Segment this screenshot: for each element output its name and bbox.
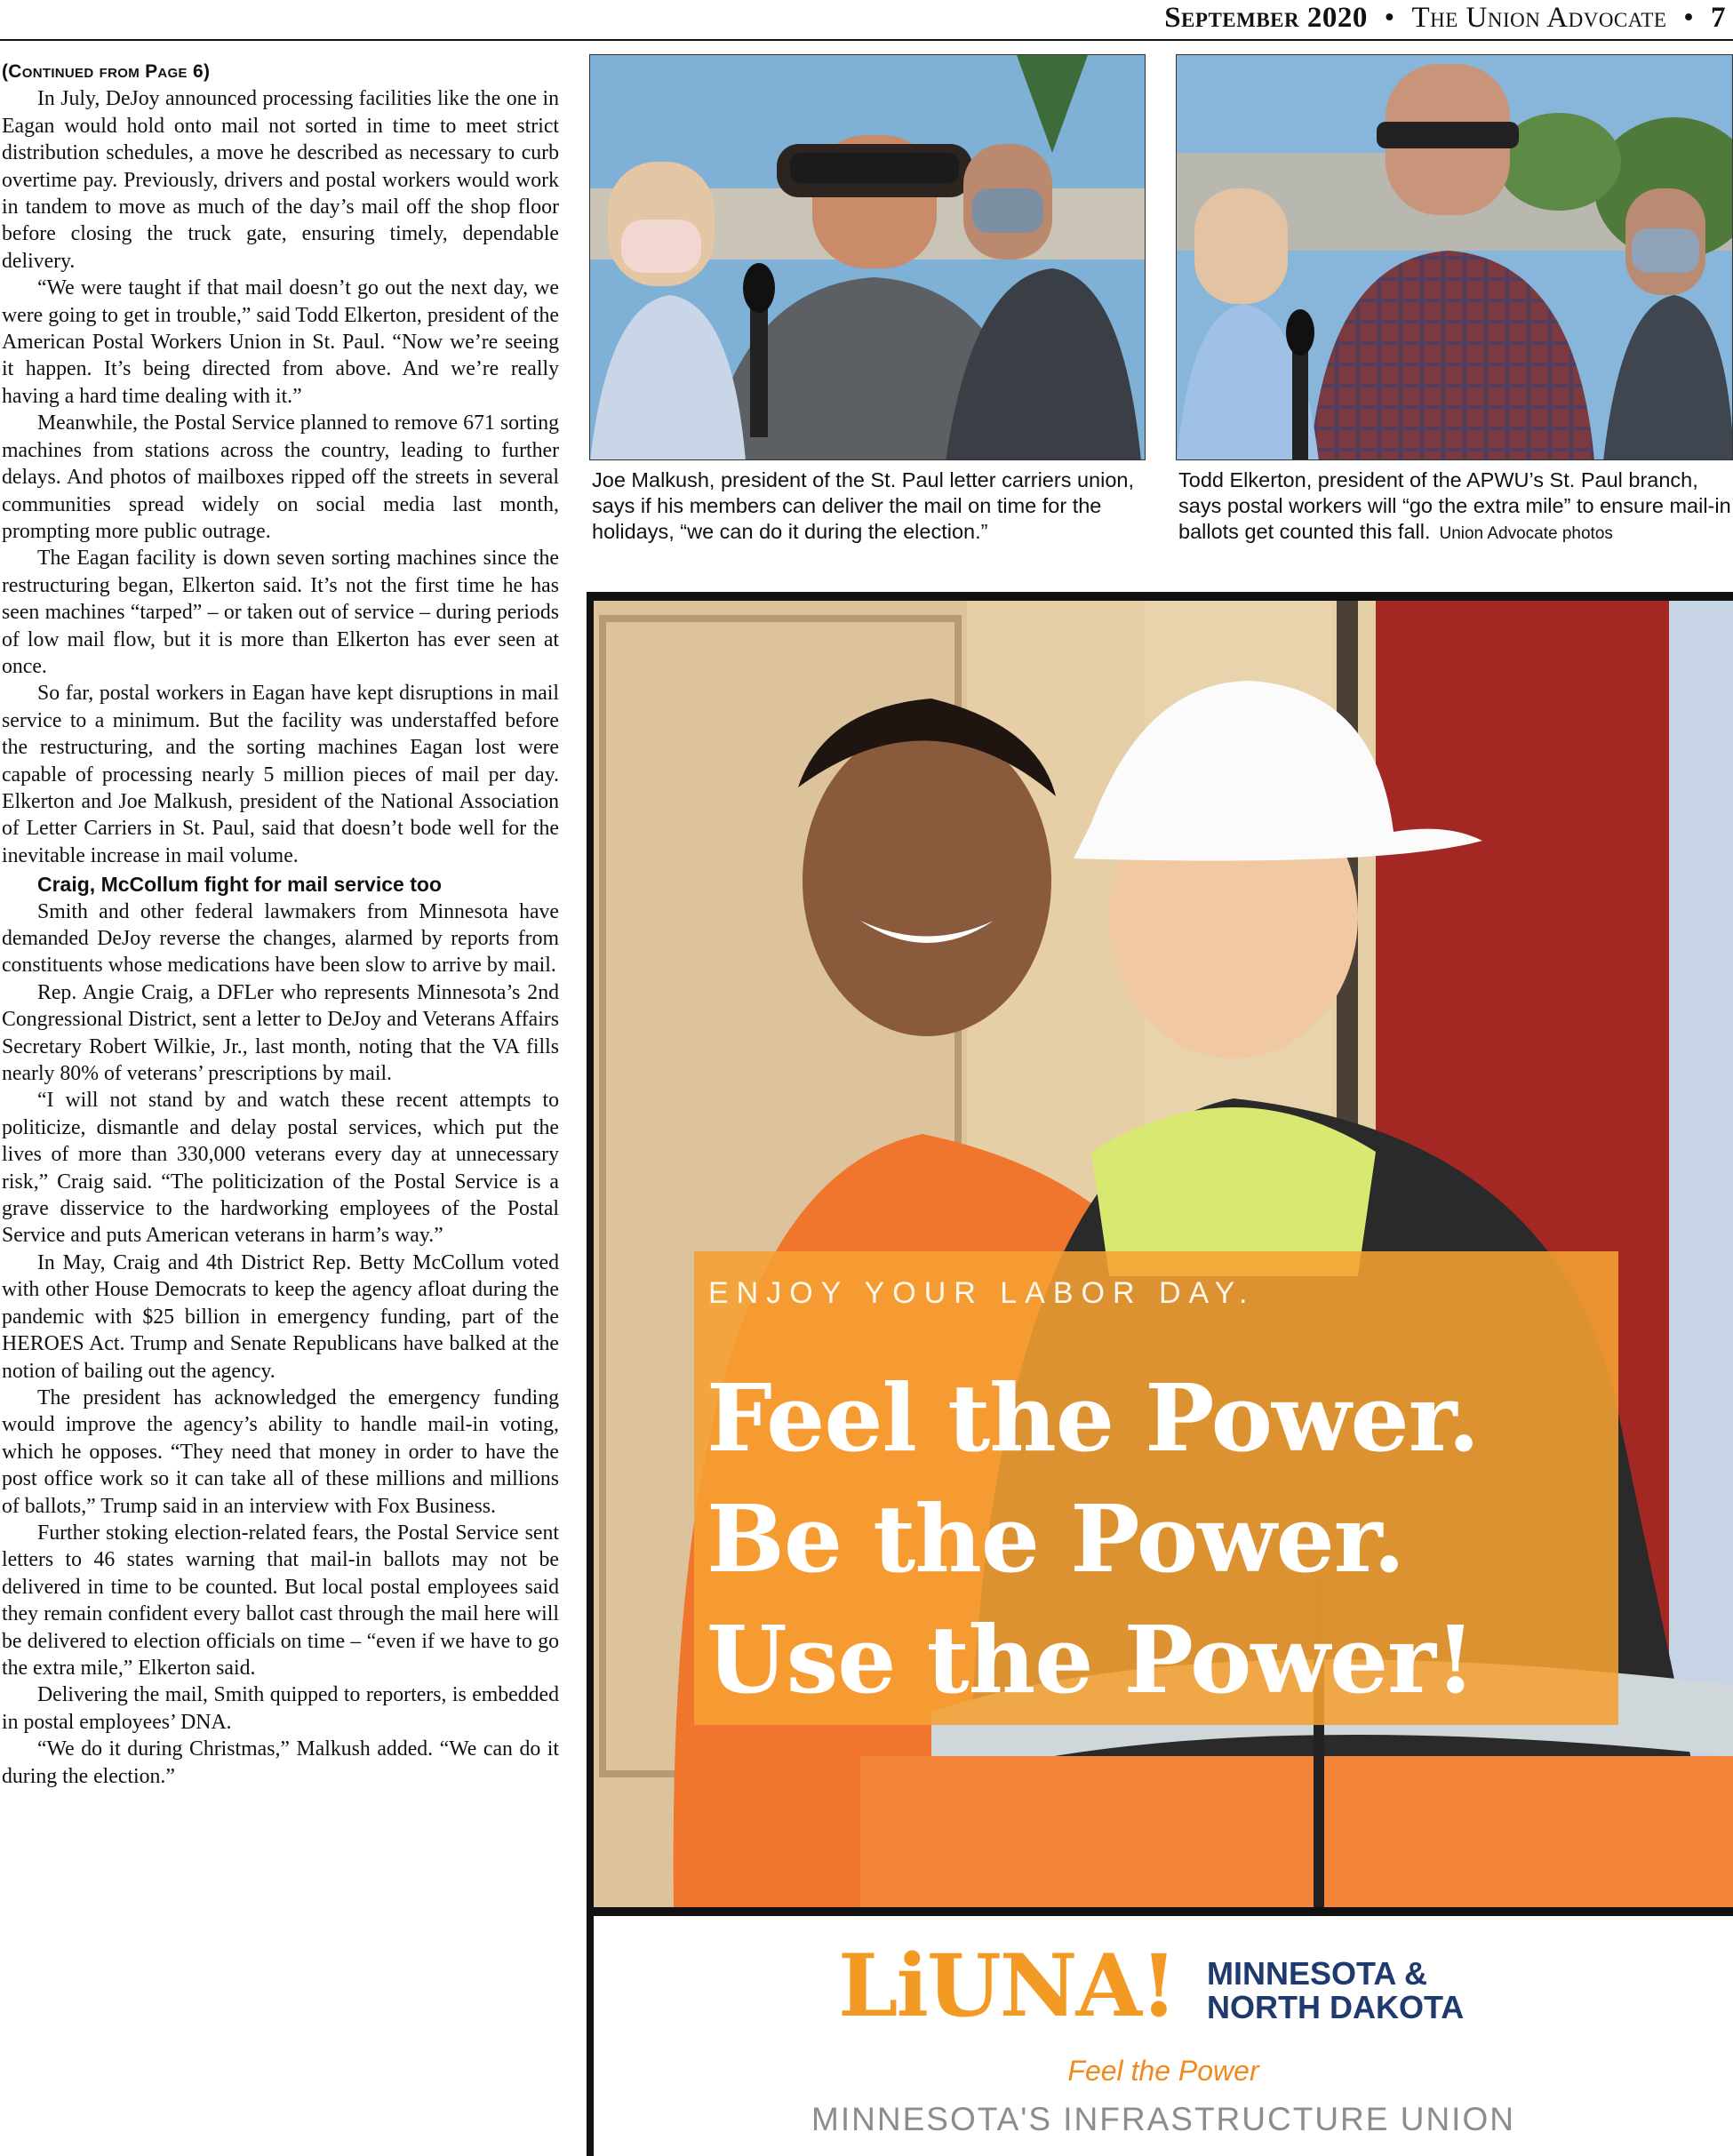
article-paragraph: In July, DeJoy announced processing facilities like the one in Eagan would hold onto mail not sorted in time to meet strict distribution schedules, a move he described as necessary to curb overtime pay. Previously, drivers and postal workers would work in tandem to move as much of the day’s mail off the shop floor before closing the truck gate, ensuring timely, dependable delivery. — [2, 87, 559, 273]
photo-caption-malkush: Joe Malkush, president of the St. Paul letter carriers union, says if his members can deliver the mail on time for the holidays, “we can do it during the election.” — [592, 468, 1135, 543]
article-paragraph: Further stoking election-related fears, the Postal Service sent letters to 46 states warning that mail-in ballots may not be delivered in time to be counted. But local postal employees said they remain confident every ballot cast through the mail here will be delivered to election officials on time – “even if we have to go the extra mile,” Elkerton said. — [2, 1521, 559, 1680]
ad-headline — [707, 1358, 1479, 1721]
article-paragraph: The Eagan facility is down seven sorting machines since the restructuring began, Elkerton said. It’s not the first time he has seen machines “tarped” – or taken out of service – during periods of low mail flow, but it is more than Elkerton has ever seen at once. — [2, 547, 559, 678]
photo-elkerton — [1176, 54, 1733, 460]
page-number: 7 — [1711, 2, 1726, 34]
state-line: MINNESOTA & — [1207, 1955, 1427, 1992]
article-paragraph: “I will not stand by and watch these recent attempts to politicize, dismantle and delay postal services, which put the lives of more than 330,000 veterans every day at unnecessary risk,” Craig said. “The politicization of the Postal Service is a grave disservice to the hardworking employees of the Postal Service and puts American veterans in harm’s way.” — [2, 1089, 559, 1248]
ad-headline-line: Feel the Power. — [707, 1363, 1480, 1473]
article-paragraph: “We do it during Christmas,” Malkush added. “We can do it during the election.” — [2, 1737, 559, 1788]
liuna-tagline: Feel the Power — [1067, 2055, 1259, 2087]
photo-credit: Union Advocate photos — [1439, 524, 1613, 543]
folio-line — [1164, 2, 1726, 35]
article-paragraph: “We were taught if that mail doesn’t go out the next day, we were going to get in trouble,” said Todd Elkerton, president of the American Postal Workers Union in St. Paul. “Now we’re seeing it happen. It’s being directed from above. And we’re really having a hard time dealing with it.” — [2, 276, 559, 408]
photo-caption-elkerton — [1178, 467, 1733, 547]
ad-kicker: ENJOY YOUR LABOR DAY. — [708, 1276, 1256, 1310]
photo-elkerton-image — [1177, 55, 1733, 460]
article-paragraph: So far, postal workers in Eagan have kept disruptions in mail service to a minimum. But the facility was understaffed before the restructuring, and the sorting machines Eagan lost were capable of processing nearly 5 million pieces of mail per day. Elkerton and Joe Malkush, president of the National Association of Letter Carriers in St. Paul, said that doesn’t bode well for the inevitable increase in mail volume. — [2, 682, 559, 867]
article-paragraph: The president has acknowledged the emergency funding would improve the agency’s ability to handle mail-in voting, which he opposes. “They need that money in order to have the post office work so it can take all of these millions and millions of ballots,” Trump said in an interview with Fox Business. — [2, 1385, 559, 1518]
caption-text: Todd Elkerton, president of the APWU’s St. Paul branch, says postal workers will “go the extra mile” to ensure mail-in ballots get counted this fall. — [1178, 468, 1731, 543]
article-paragraph: Meanwhile, the Postal Service planned to remove 671 sorting machines from stations across the country, leading to further delays. And photos of mailboxes ripped off the streets in several communities spread widely on social media last month, prompting more public outrage. — [2, 411, 559, 543]
ad-headline-panel — [694, 1251, 1618, 1725]
continued-label: (Continued from Page 6) — [2, 61, 211, 82]
article-paragraph: Delivering the mail, Smith quipped to reporters, is embedded in postal employees’ DNA. — [2, 1683, 559, 1734]
ad-headline-line: Be the Power. — [707, 1484, 1405, 1593]
article-paragraph: In May, Craig and 4th District Rep. Betty McCollum voted with other House Democrats to keep the agency afloat during the pandemic with $25 billion in emergency funding, part of the HEROES Act. Trump and Senate Republicans have balked at the notion of bailing out the agency. — [2, 1250, 559, 1383]
liuna-logo: LiUNA! — [838, 1936, 1177, 2036]
bullet-separator: • — [1384, 2, 1395, 34]
bullet-separator: • — [1683, 2, 1695, 34]
article-subhead: Craig, McCollum fight for mail service too — [37, 873, 442, 897]
photo-malkush-image — [590, 55, 1146, 460]
ad-headline-line: Use the Power! — [707, 1605, 1475, 1714]
photo-malkush — [589, 54, 1146, 460]
article-paragraph: Smith and other federal lawmakers from Minnesota have demanded DeJoy reverse the changes, alarmed by reports from constituents whose medications have been slow to arrive by mail. — [2, 899, 559, 978]
state-line: NORTH DAKOTA — [1207, 1989, 1465, 2025]
ad-footer — [594, 1916, 1733, 2156]
article-paragraph: Rep. Angie Craig, a DFLer who represents Minnesota’s 2nd Congressional District, sent a letter to DeJoy and Veterans Affairs Secretary Robert Wilkie, Jr., last month, noting that the VA fills nearly 80% of veterans’ prescriptions by mail. — [2, 980, 559, 1086]
paper-name: The Union Advocate — [1411, 2, 1667, 34]
issue-date: September 2020 — [1164, 2, 1368, 34]
liuna-union-line: MINNESOTA'S INFRASTRUCTURE UNION — [811, 2101, 1515, 2137]
liuna-state-lines — [1207, 1957, 1464, 2024]
article-column — [2, 59, 559, 2156]
liuna-advertisement — [587, 592, 1733, 2156]
masthead — [0, 0, 1733, 41]
